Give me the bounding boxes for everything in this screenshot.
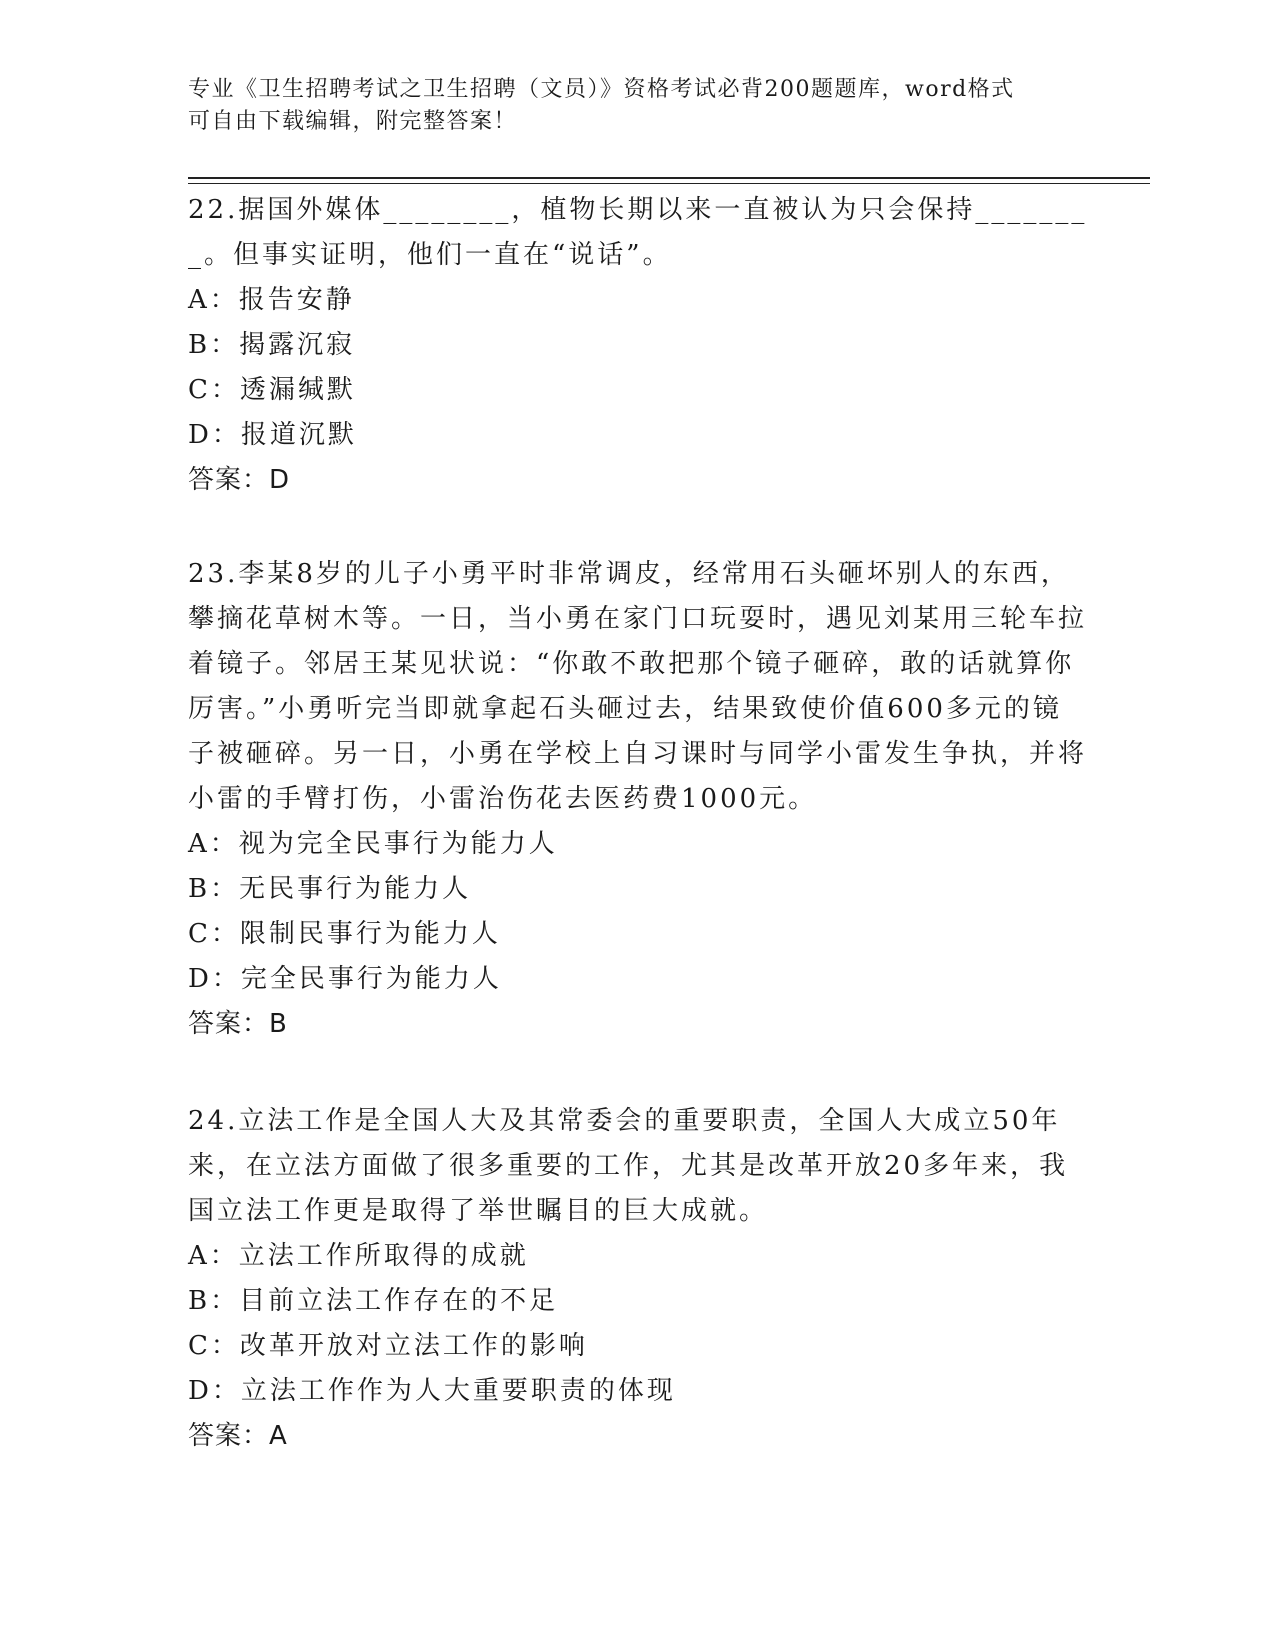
question-22 [188, 188, 1088, 503]
option-b: B：无民事行为能力人 [188, 874, 472, 904]
option-b: B：目前立法工作存在的不足 [188, 1286, 559, 1316]
answer: 答案：A [188, 1421, 288, 1451]
answer: 答案：B [188, 1009, 288, 1039]
option-d: D：报道沉默 [188, 420, 357, 450]
option-a: A：报告安静 [188, 285, 355, 315]
option-d: D：完全民事行为能力人 [188, 964, 502, 994]
question-stem: 22.据国外媒体________，植物长期以来一直被认为只会保持________。但事实证明，他们一直在“说话”。 [188, 195, 1088, 270]
header-line-2: 可自由下载编辑，附完整答案！ [188, 109, 518, 134]
option-c: C：改革开放对立法工作的影响 [188, 1331, 588, 1361]
question-24 [188, 1099, 1088, 1459]
option-c: C：限制民事行为能力人 [188, 919, 501, 949]
header-line-1: 专业《卫生招聘考试之卫生招聘（文员）》资格考试必背200题题库，word格式 [188, 77, 1015, 102]
document-header [188, 74, 1068, 138]
question-stem: 24.立法工作是全国人大及其常委会的重要职责，全国人大成立50年来，在立法方面做了很多重要的工作，尤其是改革开放20多年来，我国立法工作更是取得了举世瞩目的巨大成就。 [188, 1106, 1069, 1226]
option-d: D：立法工作作为人大重要职责的体现 [188, 1376, 676, 1406]
header-rule-thick [188, 177, 1150, 179]
question-23 [188, 552, 1088, 1047]
option-b: B：揭露沉寂 [188, 330, 356, 360]
option-a: A：视为完全民事行为能力人 [188, 829, 558, 859]
answer: 答案：D [188, 465, 291, 495]
option-a: A：立法工作所取得的成就 [188, 1241, 529, 1271]
option-c: C：透漏缄默 [188, 375, 356, 405]
question-stem: 23.李某8岁的儿子小勇平时非常调皮，经常用石头砸坏别人的东西，攀摘花草树木等。一日，当小勇在家门口玩耍时，遇见刘某用三轮车拉着镜子。邻居王某见状说：“你敢不敢把那个镜子砸碎，敢的话就算你厉害。”小勇听完当即就拿起石头砸过去，结果致使价值600多元的镜子被砸碎。另一日，小勇在学校上自习课时与同学小雷发生争执，并将小雷的手臂打伤，小雷治伤花去医药费1000元。 [188, 559, 1088, 814]
header-rule-thin [188, 183, 1150, 184]
